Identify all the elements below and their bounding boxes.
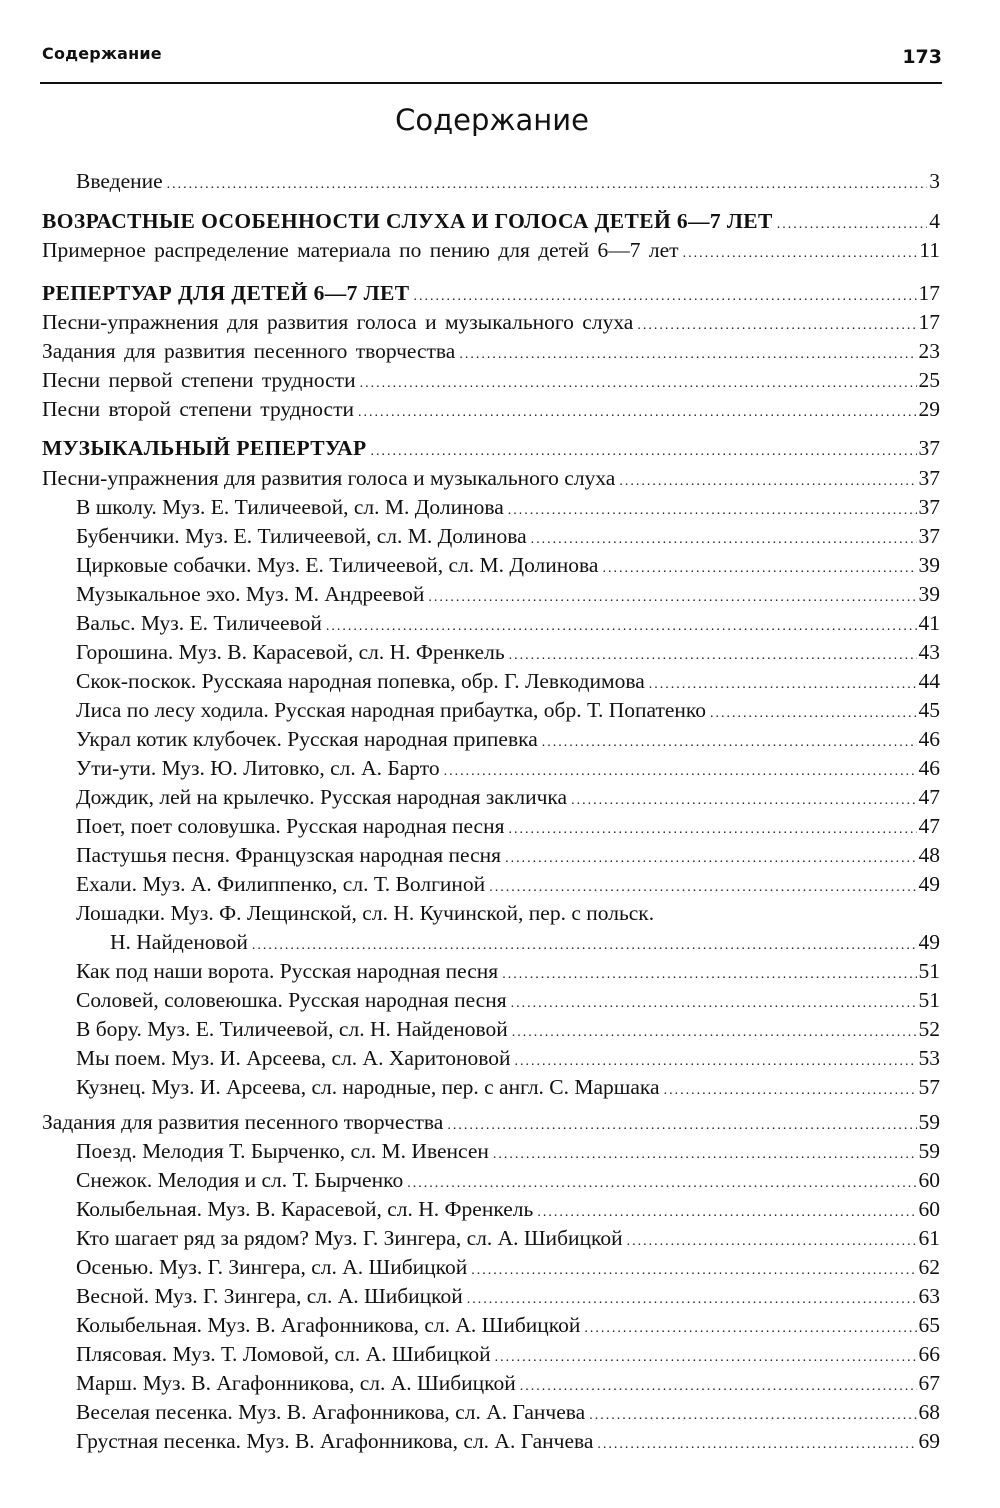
toc-song-entry (76, 1043, 940, 1073)
toc-entry-title: Ути-ути. Муз. Ю. Литовко, сл. А. Барто (76, 756, 440, 780)
toc-entry-title: Задания для развития песенного творчества (42, 339, 456, 363)
toc-entry-page: 37 (918, 495, 940, 519)
toc-entry-page: 48 (918, 843, 940, 867)
toc-song-entry (76, 724, 940, 754)
toc-entry-title: Грустная песенка. Муз. В. Агафонникова, сл. А. Ганчева (76, 1429, 594, 1453)
toc-entry-title: Цирковые собачки. Муз. Е. Тиличеевой, сл. М. Долинова (76, 553, 599, 577)
toc-entry-page: 57 (918, 1075, 940, 1099)
toc-entry-title: Ехали. Муз. А. Филиппенко, сл. Т. Волгиной (76, 872, 486, 896)
toc-entry (42, 336, 940, 366)
toc-song-entry (76, 608, 940, 638)
toc-entry-title: Лиса по лесу ходила. Русская народная прибаутка, обр. Т. Попатенко (76, 698, 707, 722)
toc-entry-title: Плясовая. Муз. Т. Ломовой, сл. А. Шибицкой (76, 1342, 491, 1366)
toc-song-entry (76, 840, 940, 870)
toc-entry-title: Песни-упражнения для развития голоса и музыкального слуха (42, 466, 616, 490)
toc-entry-page: 69 (918, 1429, 940, 1453)
toc-entry-page: 47 (918, 814, 940, 838)
toc-entry-page: 37 (918, 436, 940, 460)
toc-entry-page: 63 (918, 1284, 940, 1308)
toc-entry-title: Мы поем. Муз. И. Арсеева, сл. А. Харитоновой (76, 1046, 511, 1070)
toc-entry-title: Колыбельная. Муз. В. Карасевой, сл. Н. Френкель (76, 1197, 534, 1221)
toc-entry-page: 3 (929, 169, 940, 193)
dot-leader (597, 1430, 916, 1460)
toc-song-entry (76, 753, 940, 783)
toc-entry-page: 4 (929, 209, 940, 233)
header-rule (40, 82, 942, 84)
toc-entry-page: 11 (919, 238, 940, 262)
toc-entry-page: 51 (918, 959, 940, 983)
toc-entry-page: 37 (918, 524, 940, 548)
toc-song-entry (110, 927, 940, 957)
toc-song-entry (76, 1136, 940, 1166)
toc-entry-page: 23 (918, 339, 940, 363)
toc-entry (42, 307, 940, 337)
toc-entry-page: 29 (918, 397, 940, 421)
page-title: Содержание (395, 103, 589, 137)
toc-song-entry (76, 1368, 940, 1398)
toc-song-entry (76, 666, 940, 696)
toc-entry-title: Скок-поскок. Русскаяа народная попевка, обр. Г. Левкодимова (76, 669, 645, 693)
toc-entry-title: Марш. Муз. В. Агафонникова, сл. А. Шибицкой (76, 1371, 516, 1395)
toc-song-entry (76, 637, 940, 667)
toc-song-entry (76, 492, 940, 522)
toc-entry-page: 49 (918, 872, 940, 896)
toc-entry-title: Поет, поет соловушка. Русская народная песня (76, 814, 505, 838)
toc-entry-title: Кто шагает ряд за рядом? Муз. Г. Зингера, сл. А. Шибицкой (76, 1226, 623, 1250)
toc-entry-page: 67 (918, 1371, 940, 1395)
toc-entry-title: Колыбельная. Муз. В. Агафонникова, сл. А. Шибицкой (76, 1313, 581, 1337)
dot-leader (683, 239, 918, 269)
toc-entry-title: ВОЗРАСТНЫЕ ОСОБЕННОСТИ СЛУХА И ГОЛОСА ДЕТЕЙ 6—7 ЛЕТ (42, 209, 773, 233)
toc-entry-page: 66 (918, 1342, 940, 1366)
toc-song-entry (76, 1072, 940, 1102)
toc-entry-page: 44 (918, 669, 940, 693)
toc-entry-title: Осенью. Муз. Г. Зингера, сл. А. Шибицкой (76, 1255, 468, 1279)
toc-entry-page: 41 (918, 611, 940, 635)
toc-song-entry (76, 1426, 940, 1456)
toc-song-entry (76, 1397, 940, 1427)
toc-entry (42, 463, 940, 493)
toc-entry-title: Задания для развития песенного творчества (42, 1110, 444, 1134)
toc-entry (42, 365, 940, 395)
toc-entry-title: РЕПЕРТУАР ДЛЯ ДЕТЕЙ 6—7 ЛЕТ (42, 281, 410, 305)
toc-entry-title: Н. Найденовой (110, 930, 248, 954)
toc-entry-title: Пастушья песня. Французская народная песня (76, 843, 502, 867)
toc-entry (42, 235, 940, 265)
toc-entry-title: Соловей, соловеюшка. Русская народная песня (76, 988, 507, 1012)
toc-song-entry (76, 869, 940, 899)
toc-entry-title: Песни-упражнения для развития голоса и музыкального слуха (42, 310, 634, 334)
toc-entry-intro (76, 166, 940, 196)
toc-song-entry (76, 985, 940, 1015)
toc-entry-page: 39 (918, 553, 940, 577)
toc-entry-title: Введение (76, 169, 163, 193)
toc-song-entry (76, 956, 940, 986)
dot-leader (664, 1076, 917, 1106)
toc-entry-page: 47 (918, 785, 940, 809)
toc-entry-page: 17 (918, 310, 940, 334)
toc-entry-page: 60 (918, 1197, 940, 1221)
toc-entry-title: В бору. Муз. Е. Тиличеевой, сл. Н. Найденовой (76, 1017, 508, 1041)
toc-song-entry (76, 695, 940, 725)
toc-entry-title: Украл котик клубочек. Русская народная припевка (76, 727, 538, 751)
toc-entry-page: 65 (918, 1313, 940, 1337)
toc-entry-title: Бубенчики. Муз. Е. Тиличеевой, сл. М. Долинова (76, 524, 527, 548)
toc-entry-page: 59 (918, 1110, 940, 1134)
toc-song-entry (76, 1339, 940, 1369)
toc-entry-title: Вальс. Муз. Е. Тиличеевой (76, 611, 322, 635)
toc-entry-page: 52 (918, 1017, 940, 1041)
toc-entry (42, 394, 940, 424)
toc-entry-page: 43 (918, 640, 940, 664)
toc-entry-page: 60 (918, 1168, 940, 1192)
toc-entry-title: Дождик, лей на крылечко. Русская народная закличка (76, 785, 568, 809)
toc-song-entry (76, 1014, 940, 1044)
toc-entry-title: Весной. Муз. Г. Зингера, сл. А. Шибицкой (76, 1284, 463, 1308)
toc-song-entry (76, 1281, 940, 1311)
toc-entry-title: Горошина. Муз. В. Карасевой, сл. Н. Френкель (76, 640, 505, 664)
toc-entry-page: 46 (918, 756, 940, 780)
toc-entry-title: Снежок. Мелодия и сл. Т. Бырченко (76, 1168, 404, 1192)
toc-song-entry (76, 1223, 940, 1253)
toc-section-heading (42, 433, 940, 463)
toc-entry-page: 51 (918, 988, 940, 1012)
toc-song-entry (76, 550, 940, 580)
toc-entry-title: МУЗЫКАЛЬНЫЙ РЕПЕРТУАР (42, 436, 367, 460)
toc-entry-title: В школу. Муз. Е. Тиличеевой, сл. М. Долинова (76, 495, 504, 519)
toc-entry-page: 45 (918, 698, 940, 722)
toc-entry-page: 62 (918, 1255, 940, 1279)
toc-song-entry (76, 1194, 940, 1224)
toc-section-heading (42, 278, 940, 308)
toc-song-entry (76, 782, 940, 812)
dot-leader (358, 398, 916, 428)
toc-song-entry-line1: Лошадки. Муз. Ф. Лещинской, сл. Н. Кучинской, пер. с польск. (76, 901, 655, 925)
toc-entry-page: 46 (918, 727, 940, 751)
toc-entry-page: 61 (918, 1226, 940, 1250)
toc-song-entry (76, 1165, 940, 1195)
toc-entry-page: 49 (918, 930, 940, 954)
running-head: Содержание (42, 44, 162, 63)
toc-entry-title: Как под наши ворота. Русская народная песня (76, 959, 499, 983)
toc-entry-page: 59 (918, 1139, 940, 1163)
toc-song-entry (76, 811, 940, 841)
toc-entry-title: Песни первой степени трудности (42, 368, 356, 392)
toc-entry-page: 39 (918, 582, 940, 606)
toc-song-entry (76, 1310, 940, 1340)
toc-entry-title: Песни второй степени трудности (42, 397, 355, 421)
toc-song-entry (76, 1252, 940, 1282)
toc-song-entry (76, 579, 940, 609)
toc-entry-page: 53 (918, 1046, 940, 1070)
toc-entry-title: Поезд. Мелодия Т. Бырченко, сл. М. Ивенсен (76, 1139, 489, 1163)
toc-song-entry (76, 521, 940, 551)
toc-entry-title: Кузнец. Муз. И. Арсеева, сл. народные, пер. с англ. С. Маршака (76, 1075, 660, 1099)
toc-entry-title: Музыкальное эхо. Муз. М. Андреевой (76, 582, 425, 606)
toc-entry-title: Веселая песенка. Муз. В. Агафонникова, сл. А. Ганчева (76, 1400, 586, 1424)
toc-section-heading (42, 206, 940, 236)
dot-leader (167, 170, 928, 200)
toc-entry (42, 1107, 940, 1137)
toc-entry-page: 68 (918, 1400, 940, 1424)
toc-entry-title: Примерное распределение материала по пению для детей 6—7 лет (42, 238, 679, 262)
toc-entry-page: 25 (918, 368, 940, 392)
toc-entry-page: 17 (918, 281, 940, 305)
page-number: 173 (902, 46, 942, 68)
toc-entry-page: 37 (918, 466, 940, 490)
